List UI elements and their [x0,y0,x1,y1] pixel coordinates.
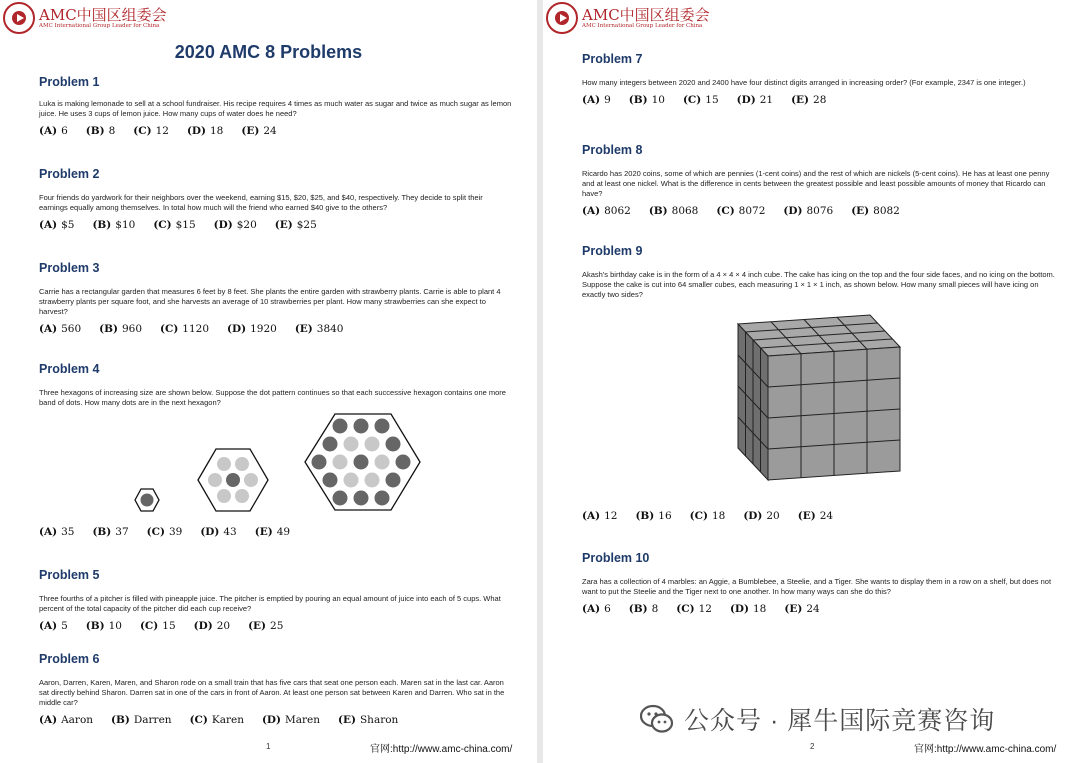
answer-choice [582,94,611,106]
answer-choice [92,526,128,538]
choice-value: 6 [61,125,68,137]
choice-letter: (D) [743,510,763,522]
answer-choice [784,603,819,615]
amc-logo [546,2,746,38]
choice-letter: (D) [193,620,213,632]
choice-letter: (E) [248,620,267,632]
choice-value: 35 [61,526,75,538]
answer-choice [39,526,74,538]
problem-text: Three fourths of a pitcher is filled with pineapple juice. The pitcher is emptied by pouring an equal amount of juice into each of 5 cups. What percent of the total capacity of the pitcher did each cup receive? [39,594,501,613]
answer-choices [582,94,1056,106]
choice-value: 49 [276,526,291,538]
answer-choice [582,603,611,615]
choice-letter: (A) [39,714,58,726]
choice-letter: (C) [153,219,172,231]
problem-text: Luka is making lemonade to sell at a school fundraiser. His recipe requires 4 times as much water as sugar and twice as much sugar as lemon juice. He uses 3 cups of lemon juice. How many cups of water does he need? [39,99,512,118]
choice-letter: (E) [241,125,260,137]
choice-letter: (E) [294,323,313,335]
choice-value: 18 [711,510,726,522]
choice-value: 20 [766,510,780,522]
answer-choice [160,323,209,335]
answer-choice [86,125,116,137]
problem-heading: Problem 1 [39,75,100,89]
choice-letter: (A) [39,526,58,538]
answer-choice [690,510,726,522]
brand-tagline: AMC International Group Leader for China [39,23,160,29]
problem-9-choices [582,510,1056,522]
choice-letter: (A) [582,510,601,522]
choice-letter: (D) [736,94,756,106]
answer-choice [730,603,766,615]
choice-letter: (B) [628,94,648,106]
answer-choice [255,526,290,538]
problem-heading: Problem 7 [582,52,643,66]
document-title: 2020 AMC 8 Problems [174,42,363,62]
problem-4 [39,362,513,408]
choice-letter: (B) [648,205,668,217]
amc-logo-icon [546,2,578,34]
choice-letter: (D) [729,603,749,615]
choice-value: 8082 [873,205,900,217]
problem-heading: Problem 9 [582,244,643,258]
answer-choices [39,714,513,726]
amc-logo-icon [3,2,35,34]
answer-choice [241,125,276,137]
choice-letter: (E) [851,205,870,217]
choice-value: Darren [133,714,172,726]
choice-value: 6 [604,603,611,615]
choice-letter: (D) [783,205,803,217]
choice-value: 10 [108,620,122,632]
answer-choice [676,603,712,615]
choice-value: 1120 [182,323,210,335]
choice-letter: (D) [186,125,206,137]
choice-letter: (E) [254,526,273,538]
footer-url[interactable]: 官网:http://www.amc-china.com/ [914,744,1057,755]
choice-letter: (C) [160,323,179,335]
problem-text: Akash's birthday cake is in the form of a 4 × 4 × 4 inch cube. The cake has icing on the top and the four side faces, and no icing on the bottom. Suppose the cake is cut into 64 smaller cubes, each measuring 1 × 1 × 1 inch, as shown below. How many small pieces will have icing on exactly two sides? [582,270,1055,299]
choice-letter: (B) [635,510,655,522]
problem-1 [39,75,513,137]
choice-letter: (D) [213,219,233,231]
choice-value: 10 [651,94,665,106]
choice-letter: (B) [92,219,112,231]
answer-choice [635,510,671,522]
choice-value: 960 [121,323,142,335]
answer-choice [737,94,773,106]
answer-choices [582,510,1056,522]
answer-choice [716,205,765,217]
problem-heading: Problem 5 [39,568,100,582]
choice-value: 12 [155,125,169,137]
answer-choices [582,603,1056,615]
answer-choice [133,125,169,137]
choice-letter: (B) [85,125,105,137]
brand-name: AMC中国区组委会 [582,6,710,24]
problem-heading: Problem 8 [582,143,643,157]
choice-value: 25 [270,620,284,632]
choice-letter: (C) [139,620,159,632]
problem-3 [39,261,513,335]
choice-letter: (E) [797,510,816,522]
choice-value: 20 [216,620,231,632]
answer-choice [39,323,81,335]
choice-letter: (C) [189,714,208,726]
choice-letter: (E) [274,219,293,231]
brand-tagline: AMC International Group Leader for China [582,23,703,29]
answer-choice [92,219,135,231]
choice-value: 16 [658,510,672,522]
answer-choice [39,620,68,632]
answer-choice [39,714,93,726]
choice-letter: (D) [227,323,247,335]
answer-choice [190,714,244,726]
footer-url[interactable]: 官网:http://www.amc-china.com/ [370,744,513,755]
watermark-text: 公众号 · 犀牛国际竞赛咨询 [684,707,996,735]
choice-value: 560 [61,323,82,335]
choice-value: 15 [705,94,719,106]
choice-value: 8 [651,603,659,615]
choice-value: 8068 [671,205,699,217]
answer-choice [275,219,317,231]
choice-letter: (A) [39,219,58,231]
answer-choices [39,526,513,538]
choice-value: 43 [223,526,237,538]
problem-2 [39,167,513,231]
answer-choice [582,510,617,522]
answer-choice [153,219,195,231]
choice-letter: (A) [39,125,58,137]
choice-value: $15 [175,219,196,231]
choice-value: $10 [115,219,136,231]
choice-value: 21 [759,94,774,106]
choice-value: 39 [168,526,183,538]
problem-5 [39,568,513,632]
problem-7 [582,52,1056,106]
page-number: 2 [810,742,815,751]
choice-letter: (C) [676,603,695,615]
page-2 [543,0,1080,763]
choice-letter: (B) [85,620,105,632]
answer-choice [200,526,236,538]
choice-value: 12 [604,510,618,522]
answer-choice [683,94,719,106]
choice-letter: (C) [716,205,735,217]
problem-9 [582,244,1056,300]
answer-choice [86,620,122,632]
page-number: 1 [266,742,271,751]
choice-value: 8 [108,125,116,137]
choice-letter: (A) [582,603,601,615]
problem-heading: Problem 6 [39,652,100,666]
answer-choices [39,125,513,137]
answer-choice [743,510,779,522]
choice-letter: (D) [200,526,220,538]
choice-letter: (C) [689,510,708,522]
answer-choice [649,205,699,217]
answer-choice [629,94,665,106]
choice-value: Maren [285,714,321,726]
large-hexagon [305,414,420,510]
choice-value: $20 [236,219,257,231]
answer-choice [791,94,826,106]
choice-value: Aaron [61,714,94,726]
wechat-icon [640,704,674,734]
choice-letter: (A) [39,323,58,335]
problem-text: Three hexagons of increasing size are shown below. Suppose the dot pattern continues so that each successive hexagon contains one more band of dots. How many dots are in the next hexagon? [39,388,506,407]
answer-choices [39,219,513,231]
answer-choice [39,125,68,137]
answer-choices [39,620,513,632]
answer-choice [262,714,320,726]
answer-choice [295,323,344,335]
answer-choice [214,219,257,231]
choice-letter: (A) [582,205,601,217]
answer-choices [39,323,513,335]
choice-value: 5 [61,620,68,632]
problem-text: How many integers between 2020 and 2400 have four distinct digits arranged in increasing order? (For example, 2347 is one integer.) [582,78,1026,87]
choice-value: 3840 [316,323,344,335]
small-hexagon [135,479,159,511]
answer-choice [140,620,176,632]
problem-text: Ricardo has 2020 coins, some of which are pennies (1-cent coins) and the rest of which are nickels (5-cent coins). He has at least one penny and at least one nickel. What is the difference in cents between the greatest possible and least possible amounts of money that Ricardo can have? [582,169,1050,198]
choice-value: 1920 [250,323,277,335]
problem-text: Carrie has a rectangular garden that measures 6 feet by 8 feet. She plants the entire garden with strawberry plants. Carrie is able to plant 4 strawberry plants per square foot, and she harvests an average of 10 strawberries per plant. How many strawberries can she expect to harvest? [39,287,501,316]
answer-choice [99,323,142,335]
brand-name: AMC中国区组委会 [39,6,167,24]
choice-letter: (C) [133,125,152,137]
problem-text: Zara has a collection of 4 marbles: an Aggie, a Bumblebee, a Steelie, and a Tiger. She wants to display them in a row on a shelf, but does not want to put the Steelie and the Tiger next to one another. In how many ways can she do this? [582,577,1052,596]
choice-value: 28 [813,94,827,106]
choice-value: $25 [296,219,317,231]
answer-choice [248,620,283,632]
problem-text: Aaron, Darren, Karen, Maren, and Sharon rode on a small train that has five cars that seat one person each. Maren sat in the last car. Aaron sat directly behind Sharon. Darren sat in one of the cars in front of Aaron. At least one person sat between Karen and Darren. Who sat in the middle car? [39,678,505,707]
answer-choices [582,205,1056,217]
answer-choice [147,526,183,538]
choice-value: 15 [162,620,176,632]
choice-letter: (C) [682,94,702,106]
choice-value: 37 [115,526,129,538]
choice-letter: (B) [111,714,130,726]
choice-value: 18 [753,603,767,615]
choice-letter: (B) [99,323,118,335]
answer-choice [194,620,230,632]
answer-choice [783,205,833,217]
choice-value: 8072 [738,205,766,217]
answer-choice [111,714,172,726]
choice-letter: (E) [784,603,803,615]
choice-value: Sharon [359,714,399,726]
page-1 [0,0,537,763]
choice-value: $5 [61,219,75,231]
choice-value: Karen [211,714,244,726]
choice-letter: (C) [146,526,165,538]
problem-6 [39,652,513,726]
problem-heading: Problem 10 [582,551,650,565]
problem-heading: Problem 3 [39,261,100,275]
choice-letter: (A) [39,620,58,632]
choice-value: 24 [819,510,834,522]
choice-value: 12 [698,603,712,615]
answer-choice [582,205,631,217]
choice-value: 18 [210,125,224,137]
medium-hexagon [198,449,268,511]
problem-heading: Problem 4 [39,362,100,376]
problem-text: Four friends do yardwork for their neighbors over the weekend, earning $15, $20, $25, and $40, respectively. They decide to split their earnings equally among themselves. In total how much will the friend who earned $40 give to the others? [39,193,483,212]
answer-choice [338,714,398,726]
choice-letter: (B) [92,526,112,538]
answer-choice [39,219,74,231]
amc-logo [3,2,203,38]
answer-choice [227,323,277,335]
problem-4-choices [39,526,513,538]
choice-letter: (B) [628,603,648,615]
answer-choice [798,510,833,522]
problem-10 [582,551,1056,615]
choice-letter: (A) [582,94,601,106]
choice-letter: (E) [338,714,356,726]
choice-letter: (D) [261,714,282,726]
choice-value: 9 [604,94,611,106]
choice-value: 8076 [806,205,834,217]
answer-choice [187,125,223,137]
choice-value: 24 [806,603,820,615]
hexagon-dot-figure [128,408,428,518]
cake-cube-figure [733,312,908,482]
answer-choice [851,205,900,217]
choice-value: 24 [263,125,277,137]
problem-heading: Problem 2 [39,167,100,181]
problem-8 [582,143,1056,217]
choice-letter: (E) [791,94,810,106]
choice-value: 8062 [604,205,631,217]
answer-choice [629,603,659,615]
